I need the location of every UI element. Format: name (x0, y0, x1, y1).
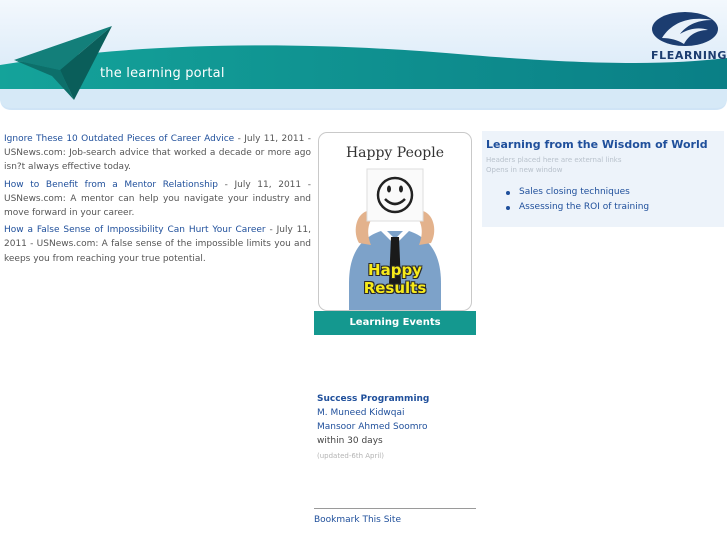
wisdom-link-item[interactable] (506, 185, 649, 200)
wisdom-link[interactable]: Sales closing techniques (519, 187, 630, 197)
news-link[interactable]: Ignore These 10 Outdated Pieces of Career Advice (4, 134, 235, 144)
news-summary: - July 11, 2011 - USNews.com: A mentor can help you navigate your industry and move forward in your career. (4, 179, 312, 219)
news-link[interactable]: How a False Sense of Impossibility Can Hurt Your Career (4, 225, 266, 236)
bullet-icon (506, 206, 510, 210)
bookmark-link[interactable]: Bookmark This Site (314, 515, 401, 525)
wisdom-link[interactable]: Assessing the ROI of training (519, 202, 650, 212)
bullet-icon (506, 191, 510, 195)
program-info (317, 392, 487, 463)
header-background (0, 0, 727, 110)
news-summary: - July 11, 2011 - USNews.com: A false sense of the impossible limits you and keeps you from reaching your true potential. (4, 225, 311, 264)
brand-name[interactable]: FLEARNING (651, 49, 727, 62)
wisdom-link-item[interactable] (506, 200, 649, 215)
news-item (4, 223, 311, 266)
trainer-name: M. Muneed Kidwqai (317, 408, 405, 418)
portal-title: the learning portal (100, 66, 225, 81)
news-summary: - July 11, 2011 - USNews.com: Job-search advice that worked a decade or more ago isn?t always effective today. (4, 134, 311, 173)
wisdom-title: Learning from the Wisdom of World (486, 138, 708, 151)
flearning-logo-icon (652, 12, 718, 46)
news-item (4, 132, 311, 175)
learning-events-button[interactable]: Learning Events (314, 311, 476, 335)
news-list (4, 132, 311, 269)
program-title[interactable]: Success Programming (317, 394, 430, 404)
happy-people-heading: Happy People (345, 145, 445, 161)
divider (314, 508, 476, 509)
wisdom-note: Opens in new window (486, 166, 563, 174)
happy-results-text: Happy Results (363, 261, 427, 297)
program-updated: (updated-6th April) (317, 452, 384, 460)
wisdom-link-list (506, 185, 649, 215)
program-duration: within 30 days (317, 436, 383, 446)
news-item (4, 178, 311, 221)
wisdom-panel (482, 131, 724, 227)
wisdom-note: Headers placed here are external links (486, 156, 622, 164)
news-link[interactable]: How to Benefit from a Mentor Relationship (4, 179, 218, 190)
header-banner (0, 0, 727, 110)
trainer-name: Mansoor Ahmed Soomro (317, 422, 428, 432)
happy-people-banner[interactable] (318, 132, 472, 311)
